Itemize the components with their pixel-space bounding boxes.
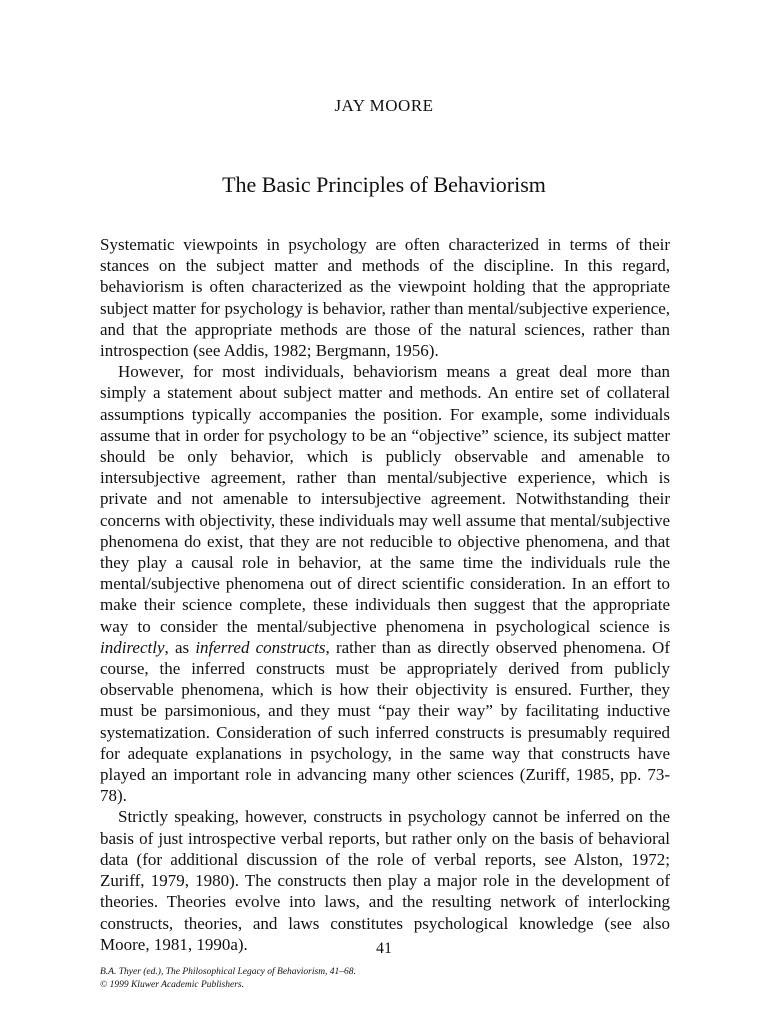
footer-citation: B.A. Thyer (ed.), The Philosophical Legacy of Behaviorism, 41–68. [100, 967, 356, 977]
paragraph-3: Strictly speaking, however, constructs in psychology cannot be inferred on the basis of just introspective verbal reports, but rather only on the basis of behavioral data (for additional discussion of the role of verbal reports, see Alston, 1972; Zuriff, 1979, 1980). The constructs then play a major role in the development of theories. Theories evolve into laws, and the resulting network of interlocking constructs, theories, and laws constitutes psychological knowledge (see also Moore, 1981, 1990a). [100, 807, 670, 954]
chapter-title: The Basic Principles of Behaviorism [222, 172, 546, 197]
emphasis-inferred-constructs: inferred constructs [195, 637, 326, 657]
footer [100, 966, 660, 992]
emphasis-indirectly: indirectly [100, 637, 165, 657]
paragraph-2 [100, 361, 670, 806]
paragraph-2-text-b: , as [164, 637, 190, 657]
paragraph-2-text-a: However, for most individuals, behaviorism means a great deal more than simply a statement about subject matter and methods. An entire set of collateral assumptions typically accompanies the position. For example, some individuals assume that in order for psychology to be an “objective” science, its subject matter should be only behavior, which is publicly observable and amenable to intersubjective agreement, rather than mental/subjective experience, which is private and not amenable to intersubjective agreement. Notwithstanding their concerns with objectivity, these individuals may well assume that mental/subjective phenomena do exist, that they are not reducible to objective phenomena, and that they play a causal role in behavior, at the same time the individuals rule the mental/subjective phenomena out of direct scientific consideration. In an effort to make their science complete, these individuals then suggest that the appropriate way to consider the mental/subjective phenomena in psychological science is [100, 362, 670, 636]
paragraph-1: Systematic viewpoints in psychology are often characterized in terms of their stances on the subject matter and methods of the discipline. In this regard, behaviorism is often characterized as the viewpoint holding that the appropriate subject matter for psychology is behavior, rather than mental/subjective experience, and that the appropriate methods are those of the natural sciences, rather than introspection (see Addis, 1982; Bergmann, 1956). [100, 235, 670, 361]
page-number: 41 [376, 940, 392, 957]
paragraph-2-text-c: , rather than as directly observed phenomena. Of course, the inferred constructs must be appropriately derived from publicly observable phenomena, which is how their objectivity is ensured. Further, they must be parsimonious, and they must “pay their way” by facilitating inductive systematization. Consideration of such inferred constructs is presumably required for adequate explanations in psychology, in the same way that constructs have played an important role in advancing many other sciences (Zuriff, 1985, pp. 73-78). [100, 637, 670, 806]
body-text [100, 234, 670, 955]
author-name: JAY MOORE [334, 96, 434, 115]
footer-copyright: © 1999 Kluwer Academic Publishers. [100, 980, 244, 990]
